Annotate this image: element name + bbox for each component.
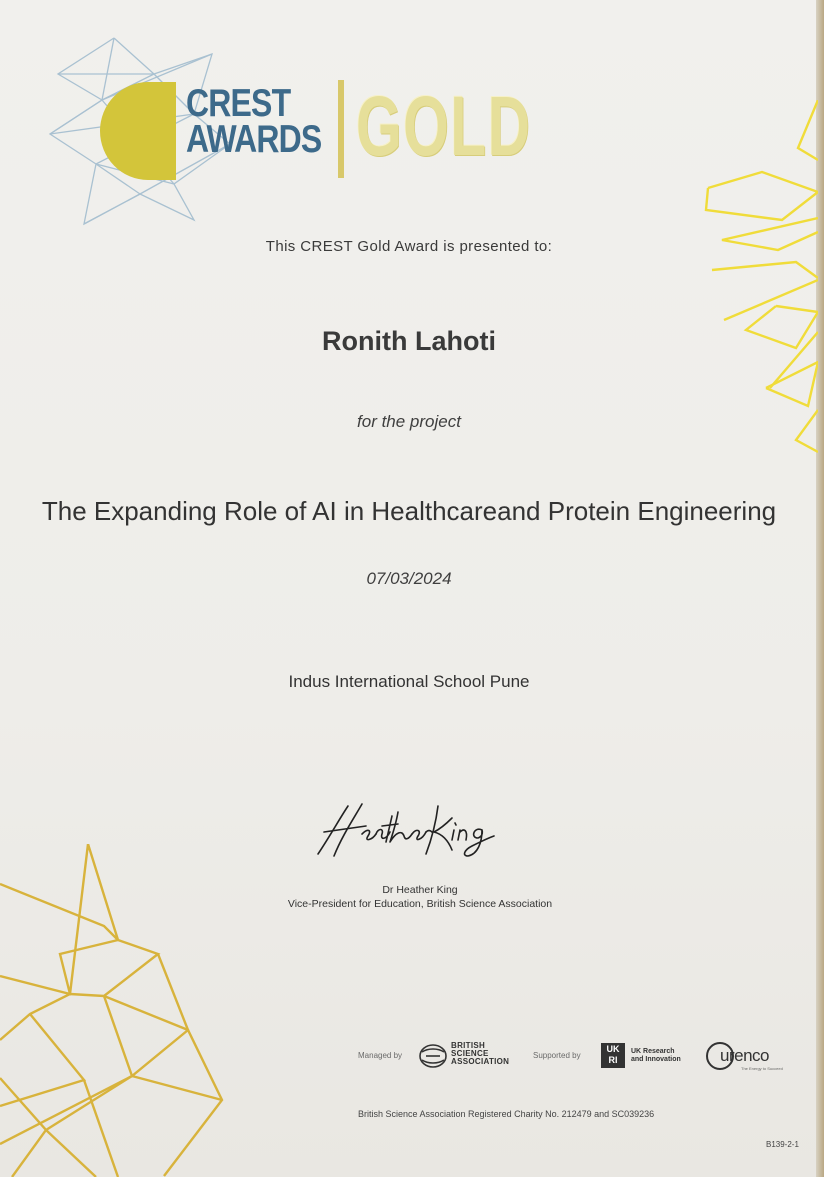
bsa-line1: BRITISH xyxy=(451,1041,486,1050)
bsa-logo-text xyxy=(451,1042,509,1066)
crest-yellow-shape xyxy=(98,82,178,182)
ukri-mark-bottom: RI xyxy=(608,1055,618,1065)
bsa-line3: ASSOCIATION xyxy=(451,1057,510,1066)
signature-image xyxy=(312,796,498,866)
crest-logo-line1: CREST xyxy=(186,82,291,125)
ukri-mark-top: UK xyxy=(606,1044,620,1054)
ukri-line1: UK Research xyxy=(631,1048,675,1055)
logo-divider xyxy=(338,80,344,178)
recipient-name: Ronith Lahoti xyxy=(322,326,496,356)
managed-by-label: Managed by xyxy=(358,1051,403,1060)
award-date: 07/03/2024 xyxy=(366,569,452,588)
bsa-line2: SCIENCE xyxy=(451,1049,489,1058)
signer-role: Vice-President for Education, British Science Association xyxy=(287,898,553,910)
ukri-logo-text xyxy=(631,1048,681,1064)
supported-by-label: Supported by xyxy=(533,1051,581,1060)
bsa-logo-icon xyxy=(418,1042,448,1070)
presented-to-text: This CREST Gold Award is presented to: xyxy=(265,238,553,255)
ukri-logo-icon xyxy=(601,1043,625,1068)
urenco-tagline: The Energy to Succeed xyxy=(741,1066,783,1071)
for-project-text: for the project xyxy=(357,412,461,431)
ukri-line2: and Innovation xyxy=(631,1056,681,1063)
crest-logo-line2: AWARDS xyxy=(186,118,322,161)
school-name: Indus International School Pune xyxy=(288,672,530,691)
urenco-logo-text: urenco xyxy=(720,1046,769,1065)
charity-registration: British Science Association Registered Charity No. 212479 and SC039236 xyxy=(358,1109,655,1119)
award-level: GOLD xyxy=(356,79,532,173)
corner-decoration-top-right xyxy=(700,100,818,460)
project-title: The Expanding Role of AI in Healthcareand Protein Engineering xyxy=(41,496,777,526)
document-reference-code: B139-2-1 xyxy=(766,1140,799,1149)
crest-awards-logo xyxy=(186,82,322,161)
signer-name: Dr Heather King xyxy=(382,884,458,896)
